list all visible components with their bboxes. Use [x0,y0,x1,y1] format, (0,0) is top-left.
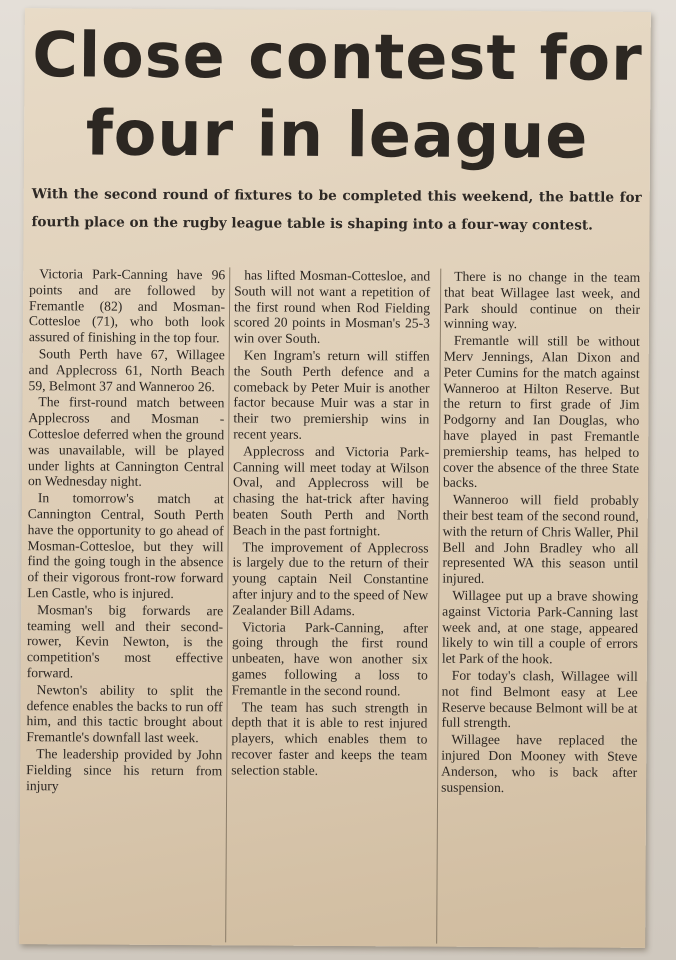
headline [24,16,651,176]
article-column-3 [441,269,640,797]
paragraph: The first-round match between Applecross and Mosman - Cottesloe deferred when the ground was unavailable, will be played under lights at Cannington Central on Wednesday night. [27,394,225,490]
paragraph: For today's clash, Willagee will not find Belmont easy at Lee Reserve because Belmont will be at full strength. [441,667,638,731]
paragraph: Victoria Park-Canning have 96 points and are followed by Fremantle (82) and Mosman-Cottesloe (71), who both look assured of finishing in the top four. [28,266,226,346]
headline-line-2: four in league [85,96,589,173]
article-column-2 [231,267,430,780]
paragraph: Applecross and Victoria Park-Canning will meet today at Wilson Oval, and Applecross will be chasing the hat-trick after having beaten South Perth and North Beach in the past fortnight. [232,443,430,539]
paragraph: Willagee put up a brave showing against Victoria Park-Canning last week and, at one stage, appeared likely to win till a couple of errors let Park of the hook. [441,587,639,667]
paragraph: Ken Ingram's return will stiffen the South Perth defence and a comeback by Peter Muir is another factor because Muir was a star in their two premiership wins in recent years. [233,347,430,442]
column-rule [436,269,441,944]
paragraph: Victoria Park-Canning, after going through the first round unbeaten, have won another six games following a loss to Fremantle in the second round. [231,618,429,699]
paragraph: The team has such strength in depth that it is able to rest injured players, which enables them to recover faster and keeps the team selection stable. [231,698,428,778]
standfirst: With the second round of fixtures to be completed this weekend, the battle for fourth place on the rugby league table is shaping into a four-way contest. [31,186,642,234]
paragraph: There is no change in the team that beat Willagee last week, and Park should continue on their winning way. [443,268,641,332]
column-rule [225,267,230,942]
paragraph: has lifted Mosman-Cottesloe, and South will not want a repetition of the first round when Rod Fielding scored 20 points in Mosman's 25-3 win over South. [233,267,431,347]
paragraph: In tomorrow's match at Cannington Central, South Perth have the opportunity to go ahead of Mosman-Cottesloe, but they will find the going tough in the absence of their vigorous front-row forward Len Castle, who is injured. [27,490,224,601]
paragraph: Wanneroo will field probably their best team of the second round, with the return of Chris Waller, Phil Bell and John Bradley who all represented WA this season until injured. [442,491,639,587]
paragraph: South Perth have 67, Willagee and Applecross 61, North Beach 59, Belmont 37 and Wanneroo 26. [28,346,225,394]
headline-line-1: Close contest for [32,18,643,95]
paragraph: The improvement of Applecross is largely due to the return of their young captain Neil Constantine after injury and to the speed of New Zealander Bill Adams. [232,538,429,618]
paragraph: Mosman's big forwards are teaming well and their second-rower, Kevin Newton, is the competition's most effective forward. [26,601,224,681]
paragraph: The leadership provided by John Fielding since his return from injury [26,746,223,793]
paragraph: Willagee have replaced the injured Don Mooney with Steve Anderson, who is back after suspension. [441,731,638,795]
newspaper-clipping [19,8,651,948]
paragraph: Fremantle will still be without Merv Jennings, Alan Dixon and Peter Cumins for the match against Wanneroo at Hilton Reserve. But the return to first grade of Jim Podgorny and Ian Douglas, who have played in past Fremantle premiership teams, has helped to cover the absence of the three State backs. [442,332,640,491]
article-column-1 [26,266,225,795]
paragraph: Newton's ability to split the defence enables the backs to run off him, and this tactic brought about Fremantle's downfall last week. [26,681,223,746]
